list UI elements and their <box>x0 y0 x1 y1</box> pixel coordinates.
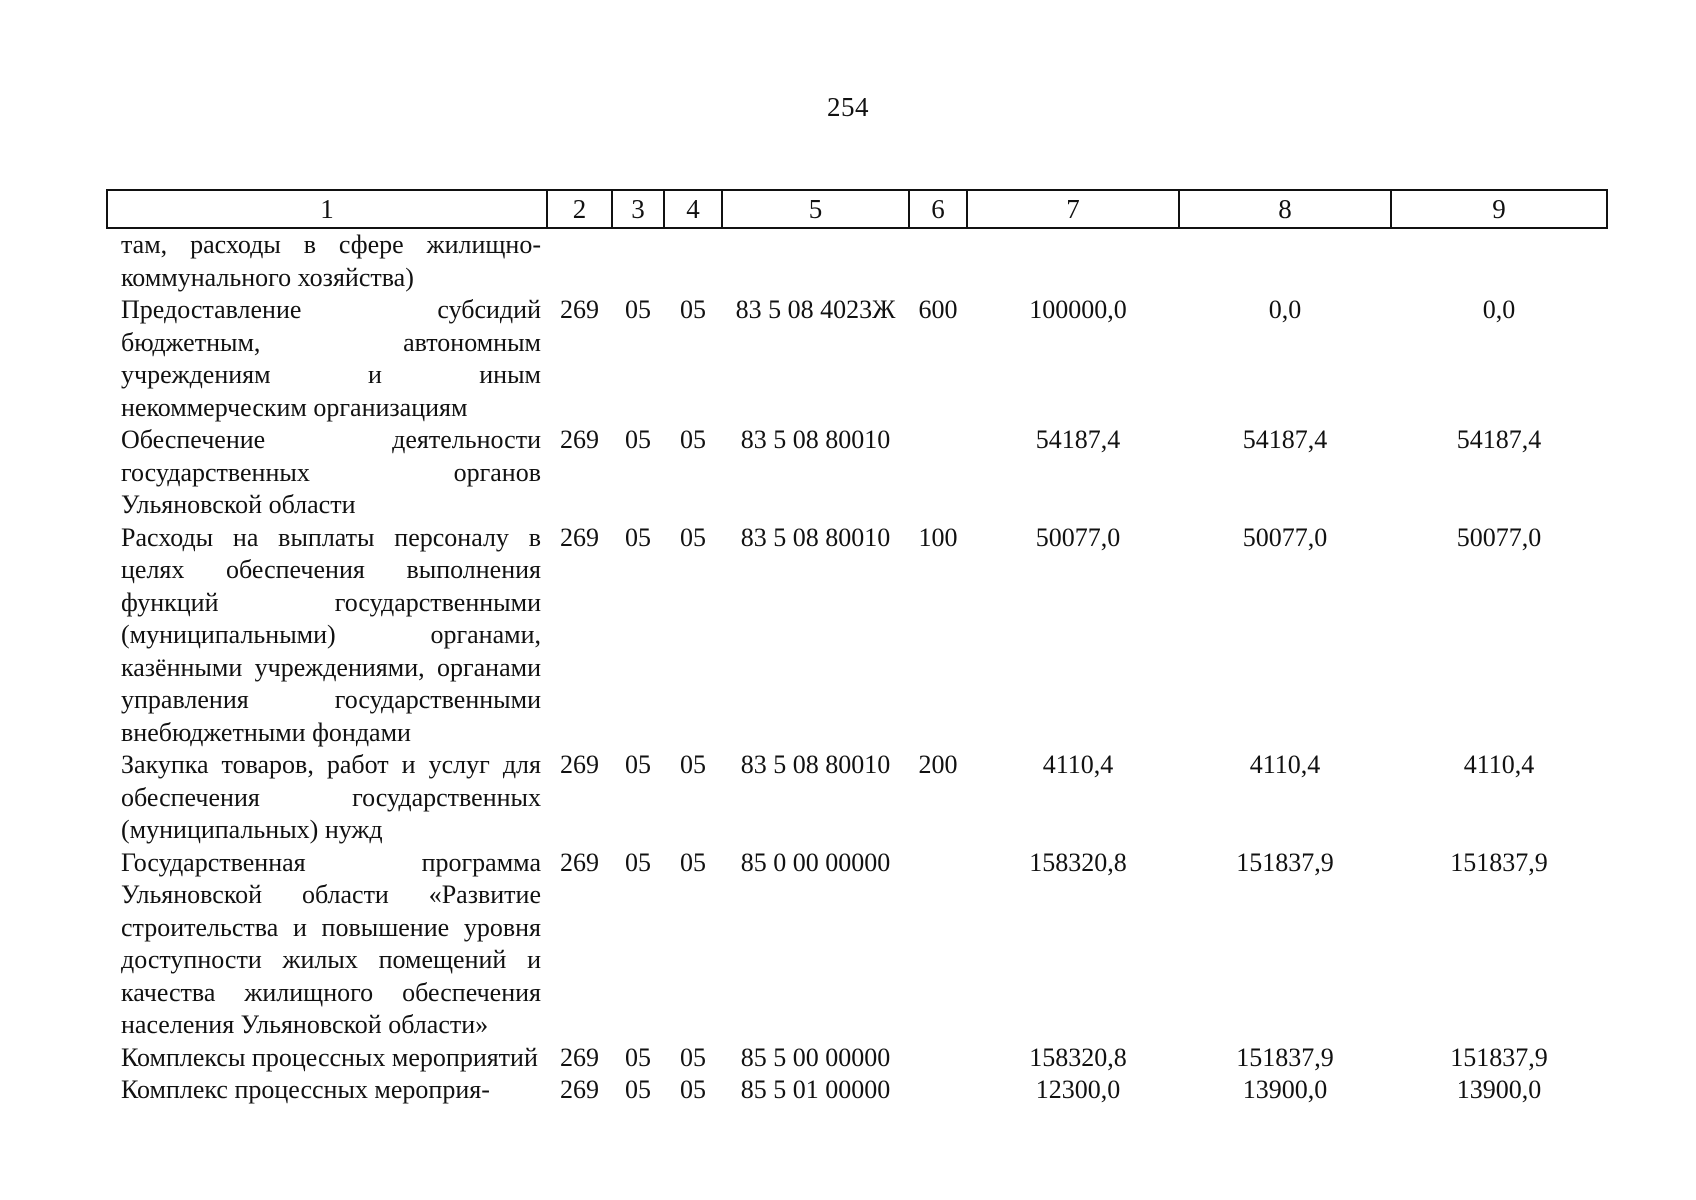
column-header-8: 8 <box>1179 190 1391 228</box>
column-header-7: 7 <box>967 190 1179 228</box>
cell-amount-col9: 13900,0 <box>1456 1075 1542 1104</box>
cell-amount-col7 <box>967 228 1179 294</box>
table-body <box>107 228 1607 1107</box>
cell-expense-type: 100 <box>918 522 958 552</box>
table-row <box>107 749 1607 847</box>
table-row <box>107 1042 1607 1075</box>
cell-expense-type <box>909 424 967 522</box>
row-name: Обеспечение деятельности государственных органов Ульяновской области <box>121 425 541 519</box>
cell-expense-type <box>909 1042 967 1075</box>
cell-section <box>612 228 664 294</box>
row-name: Комплекс процессных мероприя- <box>121 1075 490 1104</box>
table-header <box>107 190 1607 228</box>
cell-amount-col9: 151837,9 <box>1450 1042 1548 1072</box>
cell-ministry: 269 <box>560 847 599 877</box>
row-name: Закупка товаров, работ и услуг для обеспечения государственных (муниципальных) нужд <box>121 750 541 844</box>
cell-subsection: 05 <box>680 425 706 454</box>
cell-subsection: 05 <box>680 1042 706 1072</box>
column-header-4: 4 <box>664 190 722 228</box>
table-row <box>107 424 1607 522</box>
cell-subsection: 05 <box>680 750 706 779</box>
cell-ministry <box>547 228 612 294</box>
cell-amount-col8 <box>1179 228 1391 294</box>
cell-subsection: 05 <box>680 1075 706 1104</box>
table-row <box>107 1074 1607 1107</box>
cell-expense-type: 200 <box>918 750 958 779</box>
cell-target-article: 83 5 08 4023Ж <box>735 295 896 324</box>
cell-amount-col7: 54187,4 <box>1035 425 1121 454</box>
cell-target-article: 83 5 08 80010 <box>740 425 891 454</box>
cell-amount-col8: 0,0 <box>1268 295 1302 324</box>
cell-amount-col7: 12300,0 <box>1035 1075 1121 1104</box>
cell-section: 05 <box>625 522 651 552</box>
column-header-1: 1 <box>107 190 547 228</box>
cell-amount-col8: 54187,4 <box>1242 425 1328 454</box>
cell-amount-col8: 151837,9 <box>1236 1042 1334 1072</box>
cell-amount-col9: 54187,4 <box>1456 425 1542 454</box>
cell-amount-col8: 4110,4 <box>1249 750 1321 779</box>
cell-section: 05 <box>625 750 651 779</box>
column-header-3: 3 <box>612 190 664 228</box>
cell-expense-type <box>909 847 967 1042</box>
cell-section: 05 <box>625 1042 651 1072</box>
cell-ministry: 269 <box>560 1042 599 1072</box>
column-header-2: 2 <box>547 190 612 228</box>
cell-target-article: 85 5 00 00000 <box>740 1042 891 1072</box>
cell-ministry: 269 <box>560 425 599 454</box>
cell-target-article: 85 0 00 00000 <box>740 847 891 877</box>
cell-amount-col7: 100000,0 <box>1029 295 1127 324</box>
cell-amount-col9 <box>1391 228 1607 294</box>
cell-amount-col9: 0,0 <box>1482 295 1516 324</box>
cell-expense-type: 600 <box>918 295 958 324</box>
cell-amount-col7: 50077,0 <box>1035 522 1121 552</box>
cell-ministry: 269 <box>560 522 599 552</box>
cell-amount-col8: 13900,0 <box>1242 1075 1328 1104</box>
cell-amount-col9: 151837,9 <box>1450 847 1548 877</box>
cell-amount-col8: 50077,0 <box>1242 522 1328 552</box>
table-row <box>107 294 1607 424</box>
cell-amount-col9: 50077,0 <box>1456 522 1542 552</box>
row-name: Предоставление субсидий бюджетным, автономным учреждениям и иным некоммерческим организациям <box>121 295 541 422</box>
cell-subsection <box>664 228 722 294</box>
column-header-9: 9 <box>1391 190 1607 228</box>
cell-target-article <box>722 228 909 294</box>
row-name: Расходы на выплаты персоналу в целях обеспечения выполнения функций государственными (муниципальными) органами, казёнными учреждениями, органами управления государственными внебюджетными фондами <box>121 522 541 747</box>
cell-amount-col9: 4110,4 <box>1463 750 1535 779</box>
cell-target-article: 83 5 08 80010 <box>740 522 891 552</box>
cell-amount-col7: 158320,8 <box>1029 1042 1127 1072</box>
budget-table <box>106 189 1608 1107</box>
table-row <box>107 228 1607 294</box>
cell-amount-col8: 151837,9 <box>1236 847 1334 877</box>
cell-section: 05 <box>625 425 651 454</box>
cell-section: 05 <box>625 1075 651 1104</box>
cell-ministry: 269 <box>560 750 599 779</box>
cell-amount-col7: 158320,8 <box>1029 847 1127 877</box>
cell-ministry: 269 <box>560 1075 599 1104</box>
table-row <box>107 847 1607 1042</box>
cell-subsection: 05 <box>680 847 706 877</box>
cell-ministry: 269 <box>560 295 599 324</box>
cell-expense-type <box>909 1074 967 1107</box>
cell-subsection: 05 <box>680 522 706 552</box>
cell-expense-type <box>909 228 967 294</box>
cell-subsection: 05 <box>680 295 706 324</box>
cell-amount-col7: 4110,4 <box>1042 750 1114 779</box>
cell-target-article: 83 5 08 80010 <box>740 750 891 779</box>
row-name: там, расходы в сфере жилищно-коммунального хозяйства) <box>121 230 541 292</box>
cell-section: 05 <box>625 295 651 324</box>
row-name: Комплексы процессных мероприятий <box>121 1042 538 1072</box>
column-header-6: 6 <box>909 190 967 228</box>
row-name: Государственная программа Ульяновской области «Развитие строительства и повышение уровня доступности жилых помещений и качества жилищного обеспечения населения Ульяновской области» <box>121 847 541 1039</box>
page-number: 254 <box>827 92 869 122</box>
cell-target-article: 85 5 01 00000 <box>740 1075 891 1104</box>
column-header-5: 5 <box>722 190 909 228</box>
cell-section: 05 <box>625 847 651 877</box>
table-row <box>107 522 1607 750</box>
